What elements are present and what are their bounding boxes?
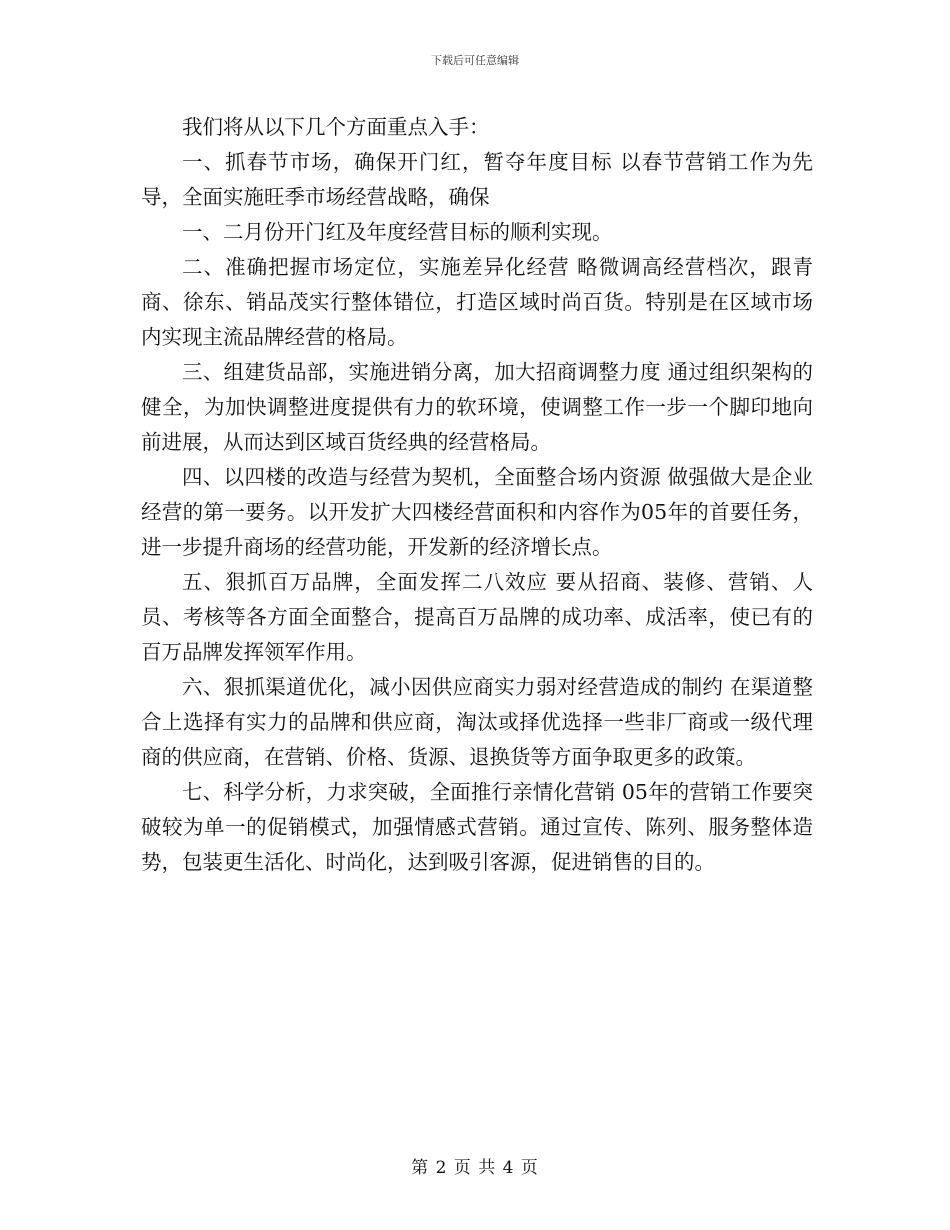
paragraph-item-5: 五、狠抓百万品牌，全面发挥二八效应 要从招商、装修、营销、人员、考核等各方面全面整合，提高百万品牌的成功率、成活率，使已有的百万品牌发挥领军作用。 <box>141 570 813 664</box>
paragraph-item-6: 六、狠抓渠道优化，减小因供应商实力弱对经营造成的制约 在渠道整合上选择有实力的品牌和供应商，淘汰或择优选择一些非厂商或一级代理商的供应商，在营销、价格、货源、退换货等方面争取更多的政策。 <box>141 675 813 769</box>
document-body <box>141 110 813 880</box>
paragraph-item-7: 七、科学分析，力求突破，全面推行亲情化营销 05年的营销工作要突破较为单一的促销模式，加强情感式营销。通过宣传、陈列、服务整体造势，包装更生活化、时尚化，达到吸引客源，促进销售的目的。 <box>141 780 813 874</box>
paragraph-item-1-continued: 一、二月份开门红及年度经营目标的顺利实现。 <box>182 220 613 244</box>
paragraph-intro: 我们将从以下几个方面重点入手： <box>182 115 490 139</box>
paragraph-item-3: 三、组建货品部，实施进销分离，加大招商调整力度 通过组织架构的健全，为加快调整进度提供有力的软环境，使调整工作一步一个脚印地向前进展，从而达到区域百货经典的经营格局。 <box>141 360 813 454</box>
page-number: 第 2 页 共 4 页 <box>411 1158 539 1178</box>
paragraph-item-1: 一、抓春节市场，确保开门红，暂夺年度目标 以春节营销工作为先导，全面实施旺季市场经营战略，确保 <box>141 150 813 209</box>
paragraph-item-2: 二、准确把握市场定位，实施差异化经营 略微调高经营档次，跟青商、徐东、销品茂实行整体错位，打造区域时尚百货。特别是在区域市场内实现主流品牌经营的格局。 <box>141 255 813 349</box>
page-header: 下载后可任意编辑 <box>431 54 519 67</box>
paragraph-item-4: 四、以四楼的改造与经营为契机，全面整合场内资源 做强做大是企业经营的第一要务。以开发扩大四楼经营面积和内容作为05年的首要任务，进一步提升商场的经营功能，开发新的经济增长点。 <box>141 465 813 559</box>
